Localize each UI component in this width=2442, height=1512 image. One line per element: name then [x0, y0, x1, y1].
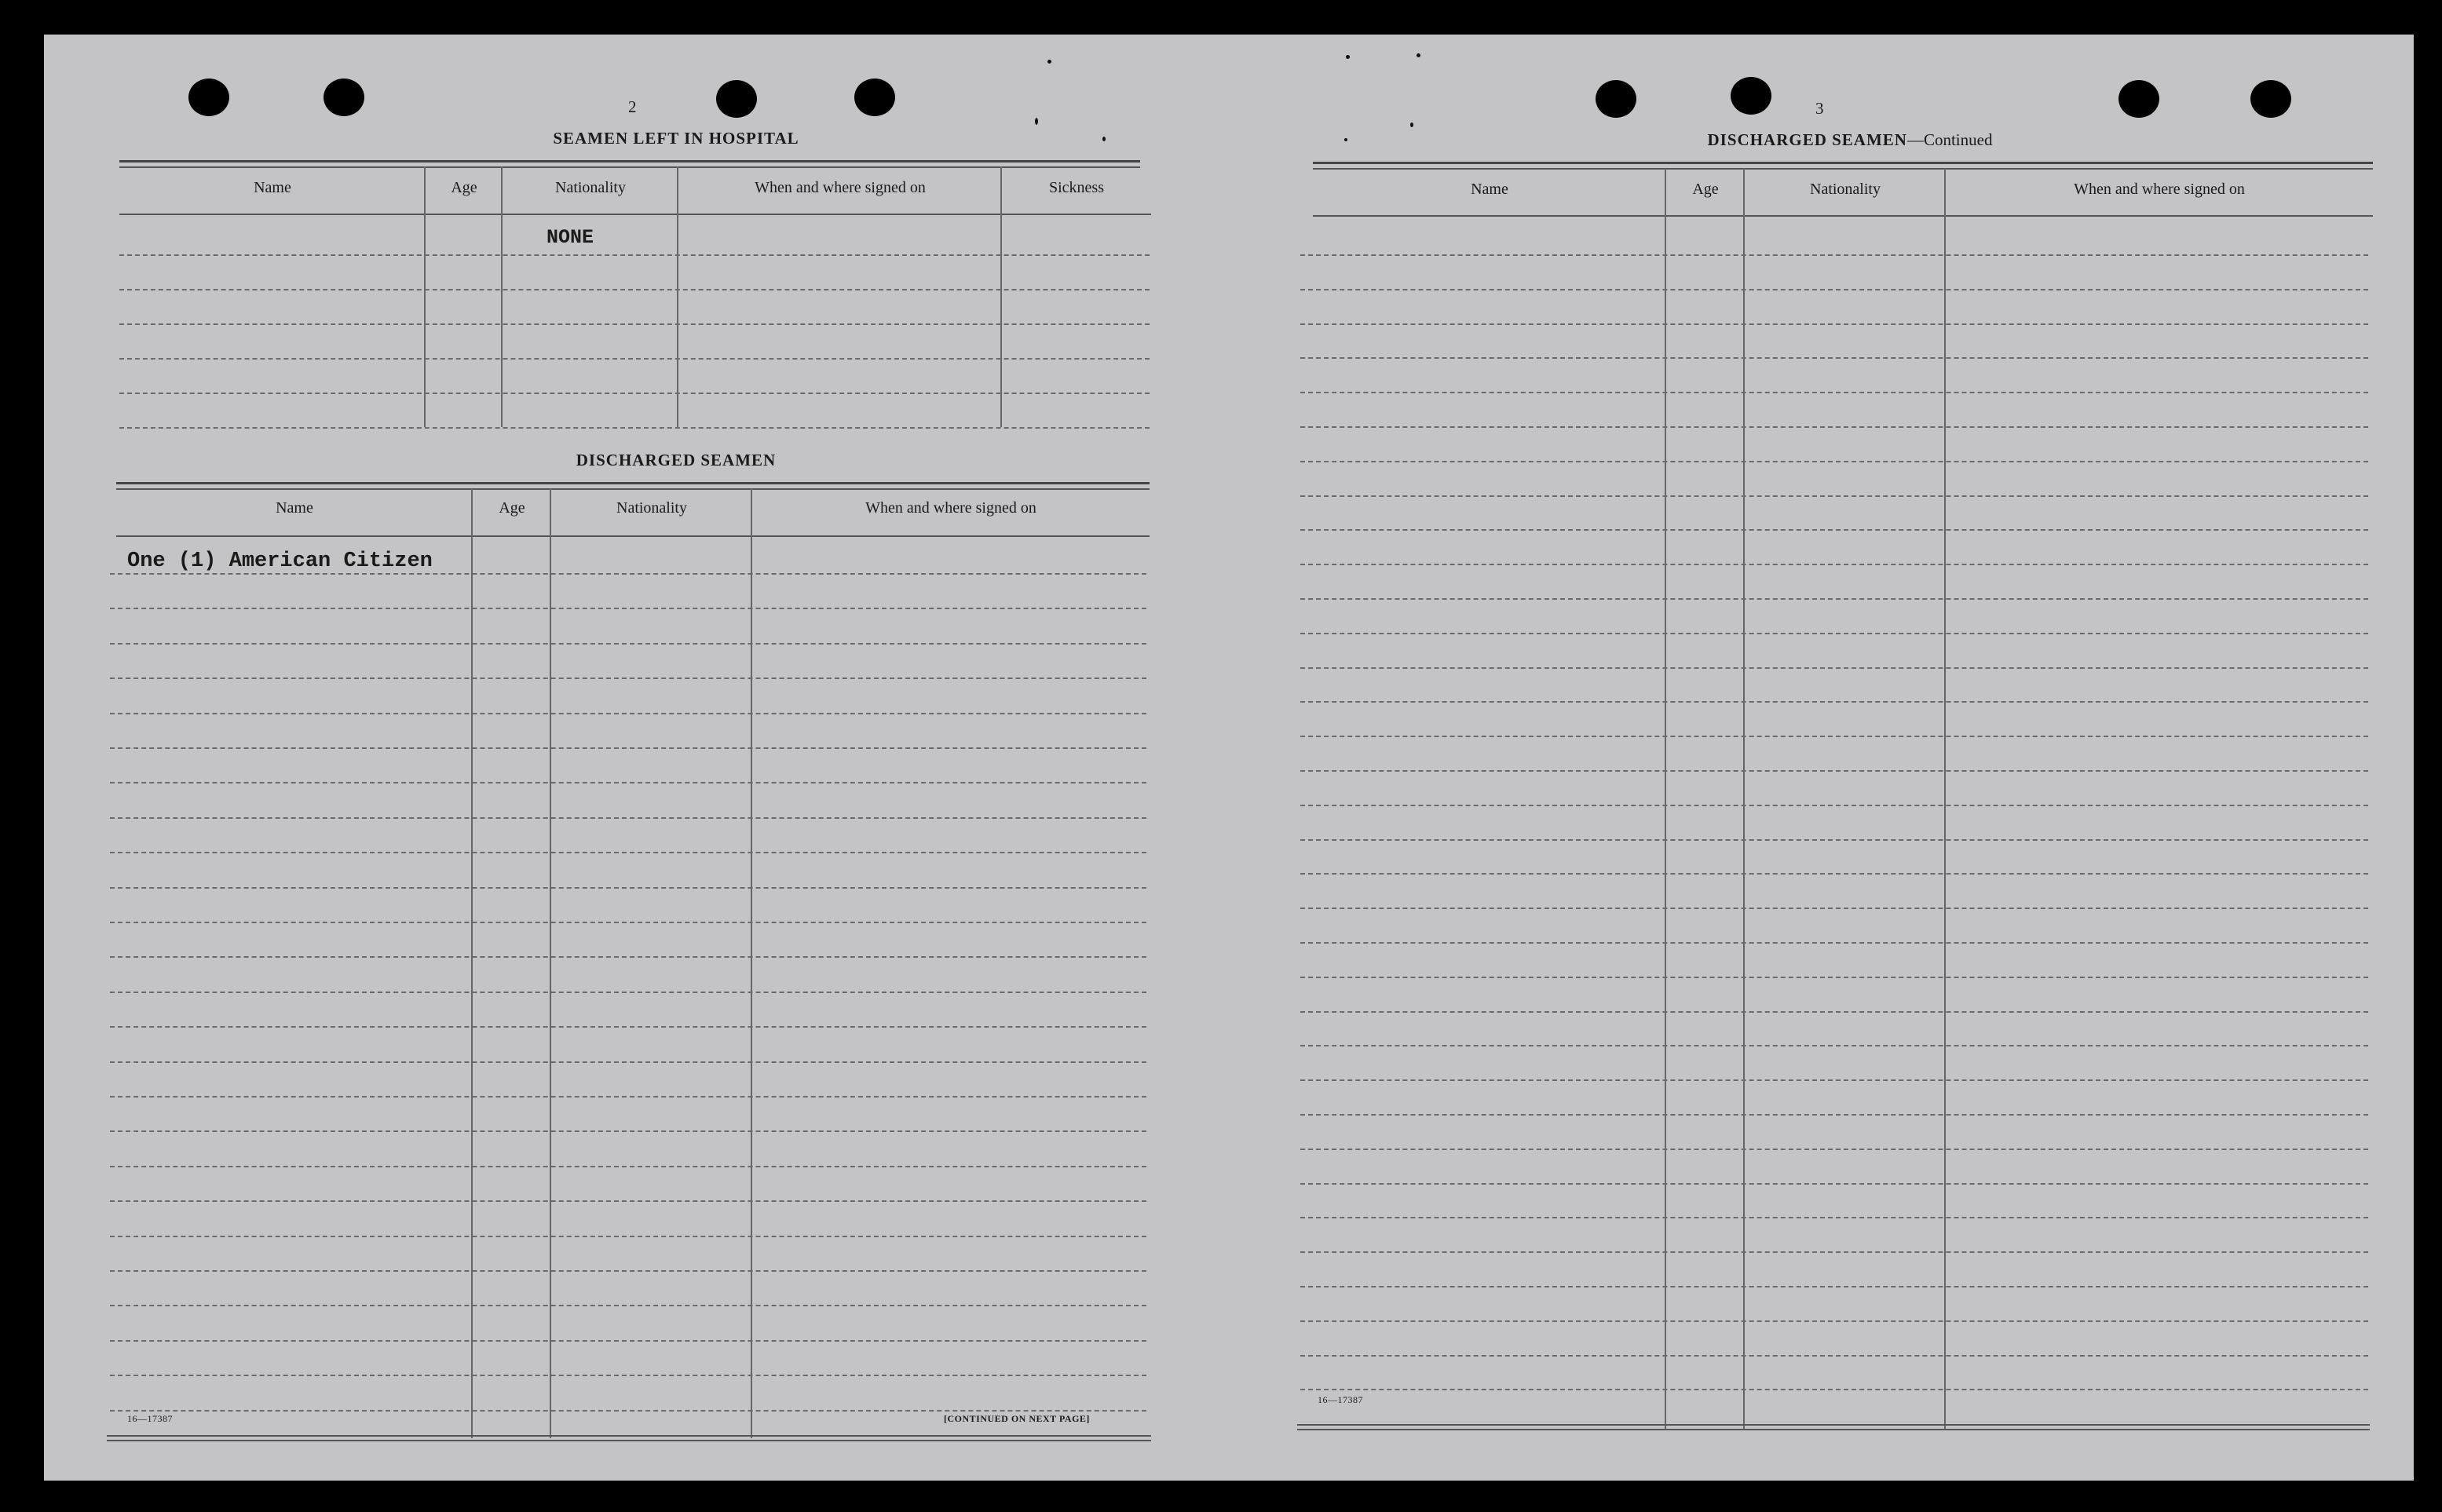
column-header-age: Age: [499, 499, 525, 517]
row-line: [110, 1305, 1146, 1306]
table-top-rule: [119, 160, 1140, 163]
row-line: [110, 1130, 1146, 1132]
row-line: [1300, 357, 2368, 359]
row-line: [1300, 1079, 2368, 1081]
column-header-signed-on: When and where signed on: [755, 179, 926, 196]
title-continued: —Continued: [1906, 130, 1993, 149]
column-header-age: Age: [451, 179, 477, 196]
row-line: [1300, 461, 2368, 462]
row-line: [110, 992, 1146, 993]
column-header-name: Name: [1471, 181, 1508, 198]
column-header-age: Age: [1692, 181, 1719, 198]
row-line: [110, 782, 1146, 783]
row-line: [1300, 805, 2368, 806]
ink-speck: [1047, 60, 1051, 64]
column-header-signed-on: When and where signed on: [2074, 181, 2245, 198]
row-line: [110, 887, 1146, 889]
binder-hole: [2250, 80, 2291, 118]
binder-hole: [1596, 80, 1636, 118]
row-line: [110, 1200, 1146, 1202]
row-line: [110, 1340, 1146, 1342]
row-line: [110, 1061, 1146, 1063]
row-line: [110, 852, 1146, 853]
row-line: [110, 747, 1146, 749]
row-line: [1300, 392, 2368, 393]
row-line: [1300, 1286, 2368, 1287]
binder-hole: [716, 80, 757, 118]
row-line: [1300, 770, 2368, 772]
table-top-rule: [116, 488, 1150, 490]
table-top-rule: [1313, 162, 2373, 164]
row-line: [110, 1096, 1146, 1097]
ink-speck: [1344, 138, 1347, 141]
row-line: [119, 358, 1150, 360]
page-number: 2: [628, 97, 637, 116]
row-line: [1300, 564, 2368, 565]
table-top-rule: [119, 166, 1140, 168]
row-line: [1300, 1251, 2368, 1253]
binder-hole: [1731, 77, 1771, 115]
row-line: [110, 643, 1146, 645]
row-line: [119, 289, 1150, 290]
hospital-nationality-entry: NONE: [547, 226, 594, 249]
row-line: [1300, 529, 2368, 531]
row-line: [110, 1270, 1146, 1272]
column-divider: [677, 166, 678, 427]
section-title-discharged: DISCHARGED SEAMEN: [576, 451, 777, 469]
row-line: [1300, 1217, 2368, 1218]
continued-note: [CONTINUED ON NEXT PAGE]: [944, 1413, 1090, 1424]
header-rule: [116, 535, 1150, 537]
row-line: [1300, 873, 2368, 875]
discharged-name-entry: One (1) American Citizen: [127, 550, 433, 573]
title-main: DISCHARGED SEAMEN: [1707, 130, 1907, 149]
column-header-nationality: Nationality: [616, 499, 687, 517]
column-header-name: Name: [276, 499, 313, 517]
row-line: [110, 713, 1146, 714]
document-sheet: [44, 35, 2414, 1481]
row-line: [1300, 977, 2368, 978]
form-number: 16—17387: [1318, 1394, 1363, 1405]
column-divider: [471, 488, 473, 1438]
row-line: [1300, 908, 2368, 909]
column-divider: [1000, 166, 1002, 427]
section-title-hospital: SEAMEN LEFT IN HOSPITAL: [553, 129, 799, 148]
ink-speck: [1346, 55, 1350, 59]
row-line: [1300, 323, 2368, 325]
row-line: [119, 427, 1150, 429]
row-line: [1300, 1355, 2368, 1357]
row-line: [110, 1166, 1146, 1167]
row-line: [1300, 495, 2368, 497]
row-line: [1300, 426, 2368, 428]
row-line: [1300, 1389, 2368, 1390]
row-line: [1300, 839, 2368, 841]
row-line: [110, 1410, 1146, 1412]
table-bottom-rule: [1297, 1424, 2370, 1426]
binder-hole: [2118, 80, 2159, 118]
table-bottom-rule: [107, 1440, 1151, 1441]
column-header-nationality: Nationality: [1810, 181, 1881, 198]
binder-hole: [854, 79, 895, 116]
column-divider: [550, 488, 551, 1438]
row-line: [1300, 633, 2368, 634]
row-line: [119, 323, 1150, 325]
table-top-rule: [116, 482, 1150, 484]
row-line: [110, 817, 1146, 819]
table-top-rule: [1313, 168, 2373, 170]
row-line: [110, 573, 1146, 575]
ink-speck: [1102, 137, 1106, 141]
row-line: [110, 677, 1146, 679]
row-line: [1300, 1149, 2368, 1150]
row-line: [110, 956, 1146, 958]
table-bottom-rule: [107, 1435, 1151, 1437]
row-line: [110, 1026, 1146, 1028]
row-line: [110, 922, 1146, 923]
row-line: [110, 608, 1146, 609]
column-header-name: Name: [254, 179, 291, 196]
binder-hole: [188, 79, 229, 116]
row-line: [1300, 598, 2368, 600]
binder-hole: [324, 79, 364, 116]
row-line: [1300, 1114, 2368, 1116]
column-header-nationality: Nationality: [555, 179, 626, 196]
column-header-sickness: Sickness: [1049, 179, 1104, 196]
section-title-discharged-continued: [1536, 130, 2164, 150]
row-line: [110, 1375, 1146, 1376]
header-rule: [1313, 215, 2373, 217]
column-divider: [501, 166, 503, 427]
ink-speck: [1035, 118, 1038, 125]
row-line: [1300, 1045, 2368, 1046]
column-header-signed-on: When and where signed on: [865, 499, 1036, 517]
row-line: [1300, 942, 2368, 944]
header-rule: [119, 214, 1151, 215]
row-line: [1300, 1320, 2368, 1322]
row-line: [110, 1236, 1146, 1237]
table-bottom-rule: [1297, 1429, 2370, 1430]
row-line: [1300, 736, 2368, 737]
column-divider: [751, 488, 752, 1438]
page-number: 3: [1815, 99, 1824, 118]
ink-speck: [1417, 53, 1420, 57]
row-line: [1300, 701, 2368, 703]
row-line: [1300, 254, 2368, 256]
row-line: [119, 393, 1150, 394]
row-line: [119, 254, 1150, 256]
form-number: 16—17387: [127, 1413, 173, 1424]
ink-speck: [1410, 122, 1413, 127]
column-divider: [424, 166, 426, 427]
row-line: [1300, 289, 2368, 290]
row-line: [1300, 1011, 2368, 1013]
row-line: [1300, 667, 2368, 669]
row-line: [1300, 1183, 2368, 1185]
